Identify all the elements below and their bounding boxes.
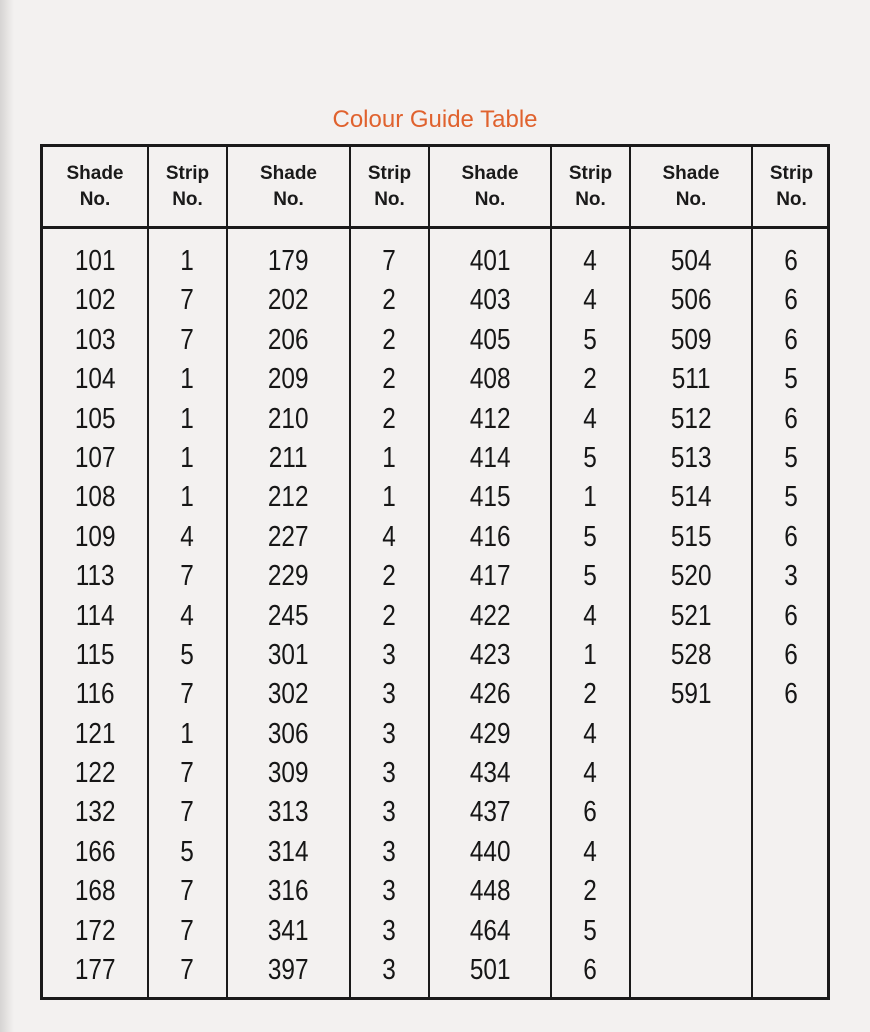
shade-number-cell: 108	[74, 481, 116, 514]
strip-number-cell: 7	[180, 323, 195, 356]
shade-number-cell: 511	[671, 363, 711, 396]
shade-number-cell: 591	[670, 678, 712, 711]
strip-number-cell: 4	[583, 245, 598, 277]
shade-number-cell: 440	[469, 835, 511, 868]
strip-number-cell: 5	[583, 323, 598, 356]
strip-number-cell: 4	[583, 757, 598, 790]
shade-number-cell: 301	[268, 638, 309, 671]
shade-number-cell: 412	[469, 402, 511, 435]
shade-number-cell: 206	[268, 323, 309, 356]
strip-number-cell: 5	[583, 520, 598, 553]
strip-number-cell: 2	[382, 402, 397, 435]
strip-number-cell: 2	[382, 363, 397, 396]
shade-number-cell: 514	[670, 481, 712, 514]
strip-number-cell: 5	[180, 638, 195, 671]
shade-number-cell: 121	[74, 717, 116, 750]
header-shade-1: Shade No.	[43, 147, 149, 229]
shade-number-cell: 245	[268, 599, 309, 632]
shade-number-cell: 212	[268, 481, 309, 514]
shade-column-3	[430, 229, 552, 997]
strip-number-cell: 3	[382, 757, 397, 790]
strip-number-cell: 5	[784, 441, 799, 474]
shade-number-cell: 122	[74, 757, 116, 790]
strip-number-cell: 7	[180, 875, 195, 908]
shade-number-cell: 114	[75, 599, 115, 632]
strip-number-cell: 2	[583, 875, 598, 908]
shade-number-cell: 109	[74, 520, 116, 553]
shade-number-cell: 408	[469, 363, 511, 396]
strip-number-cell: 4	[583, 717, 598, 750]
strip-number-cell: 7	[382, 245, 397, 277]
shade-number-cell: 415	[469, 481, 511, 514]
shade-number-cell: 426	[469, 678, 511, 711]
strip-number-cell: 2	[583, 678, 598, 711]
header-strip-3: Strip No.	[552, 147, 631, 229]
strip-number-cell: 1	[180, 717, 195, 750]
strip-number-cell: 1	[180, 402, 195, 435]
strip-number-cell: 5	[583, 441, 598, 474]
strip-number-cell: 1	[180, 245, 195, 277]
strip-number-cell: 4	[180, 520, 195, 553]
strip-number-cell: 6	[784, 520, 799, 553]
shade-number-cell: 506	[670, 284, 712, 317]
shade-number-cell: 202	[268, 284, 309, 317]
shade-number-cell: 437	[469, 796, 511, 829]
shade-number-cell: 448	[469, 875, 511, 908]
shade-column-4	[631, 229, 753, 997]
strip-number-cell: 1	[382, 441, 397, 474]
strip-number-cell: 6	[583, 796, 598, 829]
strip-number-cell: 1	[180, 481, 195, 514]
strip-number-cell: 4	[583, 599, 598, 632]
shade-number-cell: 211	[269, 441, 308, 474]
shade-number-cell: 341	[268, 914, 309, 947]
strip-number-cell: 1	[583, 638, 598, 671]
page-title: Colour Guide Table	[332, 106, 538, 133]
strip-number-cell: 5	[583, 914, 598, 947]
header-strip-4: Strip No.	[753, 147, 830, 229]
shade-number-cell: 209	[268, 363, 309, 396]
strip-number-cell: 1	[583, 481, 598, 514]
strip-number-cell: 7	[180, 284, 195, 317]
strip-number-cell: 7	[180, 757, 195, 790]
strip-number-cell: 3	[784, 560, 799, 593]
strip-number-cell: 6	[784, 245, 799, 277]
strip-number-cell: 6	[784, 402, 799, 435]
shade-number-cell: 104	[74, 363, 116, 396]
shade-number-cell: 464	[469, 914, 511, 947]
shade-number-cell: 403	[469, 284, 511, 317]
strip-column-2	[351, 229, 430, 997]
strip-column-4	[753, 229, 830, 997]
shade-number-cell: 132	[74, 796, 116, 829]
strip-number-cell: 4	[382, 520, 397, 553]
strip-number-cell: 3	[382, 717, 397, 750]
strip-number-cell: 4	[583, 402, 598, 435]
shade-number-cell: 504	[670, 245, 712, 277]
shade-number-cell: 513	[670, 441, 712, 474]
strip-number-cell: 6	[784, 678, 799, 711]
header-strip-2: Strip No.	[351, 147, 430, 229]
shade-number-cell: 227	[268, 520, 309, 553]
shade-number-cell: 314	[268, 835, 309, 868]
shade-number-cell: 501	[469, 954, 511, 987]
shade-number-cell: 177	[74, 954, 116, 987]
shade-number-cell: 423	[469, 638, 511, 671]
strip-number-cell: 6	[784, 599, 799, 632]
shade-number-cell: 113	[75, 560, 115, 593]
shade-number-cell: 401	[469, 245, 511, 277]
strip-number-cell: 3	[382, 678, 397, 711]
strip-number-cell: 6	[784, 323, 799, 356]
strip-number-cell: 3	[382, 914, 397, 947]
strip-number-cell: 4	[583, 835, 598, 868]
strip-number-cell: 3	[382, 638, 397, 671]
shade-number-cell: 434	[469, 757, 511, 790]
strip-number-cell: 7	[180, 914, 195, 947]
shade-number-cell: 416	[469, 520, 511, 553]
shade-number-cell: 306	[268, 717, 309, 750]
shade-number-cell: 179	[268, 245, 309, 277]
shade-number-cell: 417	[469, 560, 511, 593]
shade-number-cell: 397	[268, 954, 309, 987]
shade-number-cell: 103	[74, 323, 116, 356]
strip-number-cell: 7	[180, 954, 195, 987]
strip-number-cell: 1	[382, 481, 397, 514]
strip-number-cell: 7	[180, 560, 195, 593]
shade-number-cell: 512	[670, 402, 712, 435]
strip-number-cell: 1	[180, 441, 195, 474]
strip-number-cell: 2	[382, 323, 397, 356]
strip-number-cell: 3	[382, 835, 397, 868]
shade-number-cell: 429	[469, 717, 511, 750]
strip-number-cell: 4	[180, 599, 195, 632]
strip-number-cell: 1	[180, 363, 195, 396]
shade-number-cell: 313	[268, 796, 309, 829]
strip-number-cell: 2	[382, 284, 397, 317]
shade-number-cell: 101	[74, 245, 116, 277]
strip-number-cell: 3	[382, 875, 397, 908]
strip-number-cell: 6	[784, 638, 799, 671]
strip-number-cell: 5	[784, 363, 799, 396]
strip-number-cell: 2	[583, 363, 598, 396]
shade-number-cell: 229	[268, 560, 309, 593]
strip-number-cell: 3	[382, 954, 397, 987]
shade-number-cell: 509	[670, 323, 712, 356]
strip-number-cell: 4	[583, 284, 598, 317]
shade-number-cell: 105	[74, 402, 116, 435]
shade-number-cell: 309	[268, 757, 309, 790]
header-shade-4: Shade No.	[631, 147, 753, 229]
shade-number-cell: 405	[469, 323, 511, 356]
shade-column-2	[228, 229, 351, 997]
shade-number-cell: 168	[74, 875, 116, 908]
shade-number-cell: 414	[469, 441, 511, 474]
shade-number-cell: 302	[268, 678, 309, 711]
strip-number-cell: 3	[382, 796, 397, 829]
shade-number-cell: 166	[74, 835, 116, 868]
header-shade-3: Shade No.	[430, 147, 552, 229]
shade-number-cell: 515	[670, 520, 712, 553]
strip-column-3	[552, 229, 631, 997]
header-shade-2: Shade No.	[228, 147, 351, 229]
shade-column-1	[43, 229, 149, 997]
strip-number-cell: 6	[583, 954, 598, 987]
strip-number-cell: 2	[382, 599, 397, 632]
strip-number-cell: 5	[784, 481, 799, 514]
shade-number-cell: 422	[469, 599, 511, 632]
strip-number-cell: 2	[382, 560, 397, 593]
shade-number-cell: 172	[74, 914, 116, 947]
shade-number-cell: 107	[74, 441, 116, 474]
shade-number-cell: 528	[670, 638, 712, 671]
shade-number-cell: 102	[74, 284, 116, 317]
strip-number-cell: 7	[180, 678, 195, 711]
shade-number-cell: 521	[670, 599, 712, 632]
strip-number-cell: 5	[180, 835, 195, 868]
shade-number-cell: 116	[75, 678, 115, 711]
shade-number-cell: 520	[670, 560, 712, 593]
header-strip-1: Strip No.	[149, 147, 228, 229]
strip-number-cell: 7	[180, 796, 195, 829]
colour-guide-table	[40, 144, 830, 1000]
strip-column-1	[149, 229, 228, 997]
page-edge-shadow	[0, 0, 14, 1032]
strip-number-cell: 5	[583, 560, 598, 593]
shade-number-cell: 316	[268, 875, 309, 908]
strip-number-cell: 6	[784, 284, 799, 317]
shade-number-cell: 115	[75, 638, 115, 671]
shade-number-cell: 210	[268, 402, 309, 435]
